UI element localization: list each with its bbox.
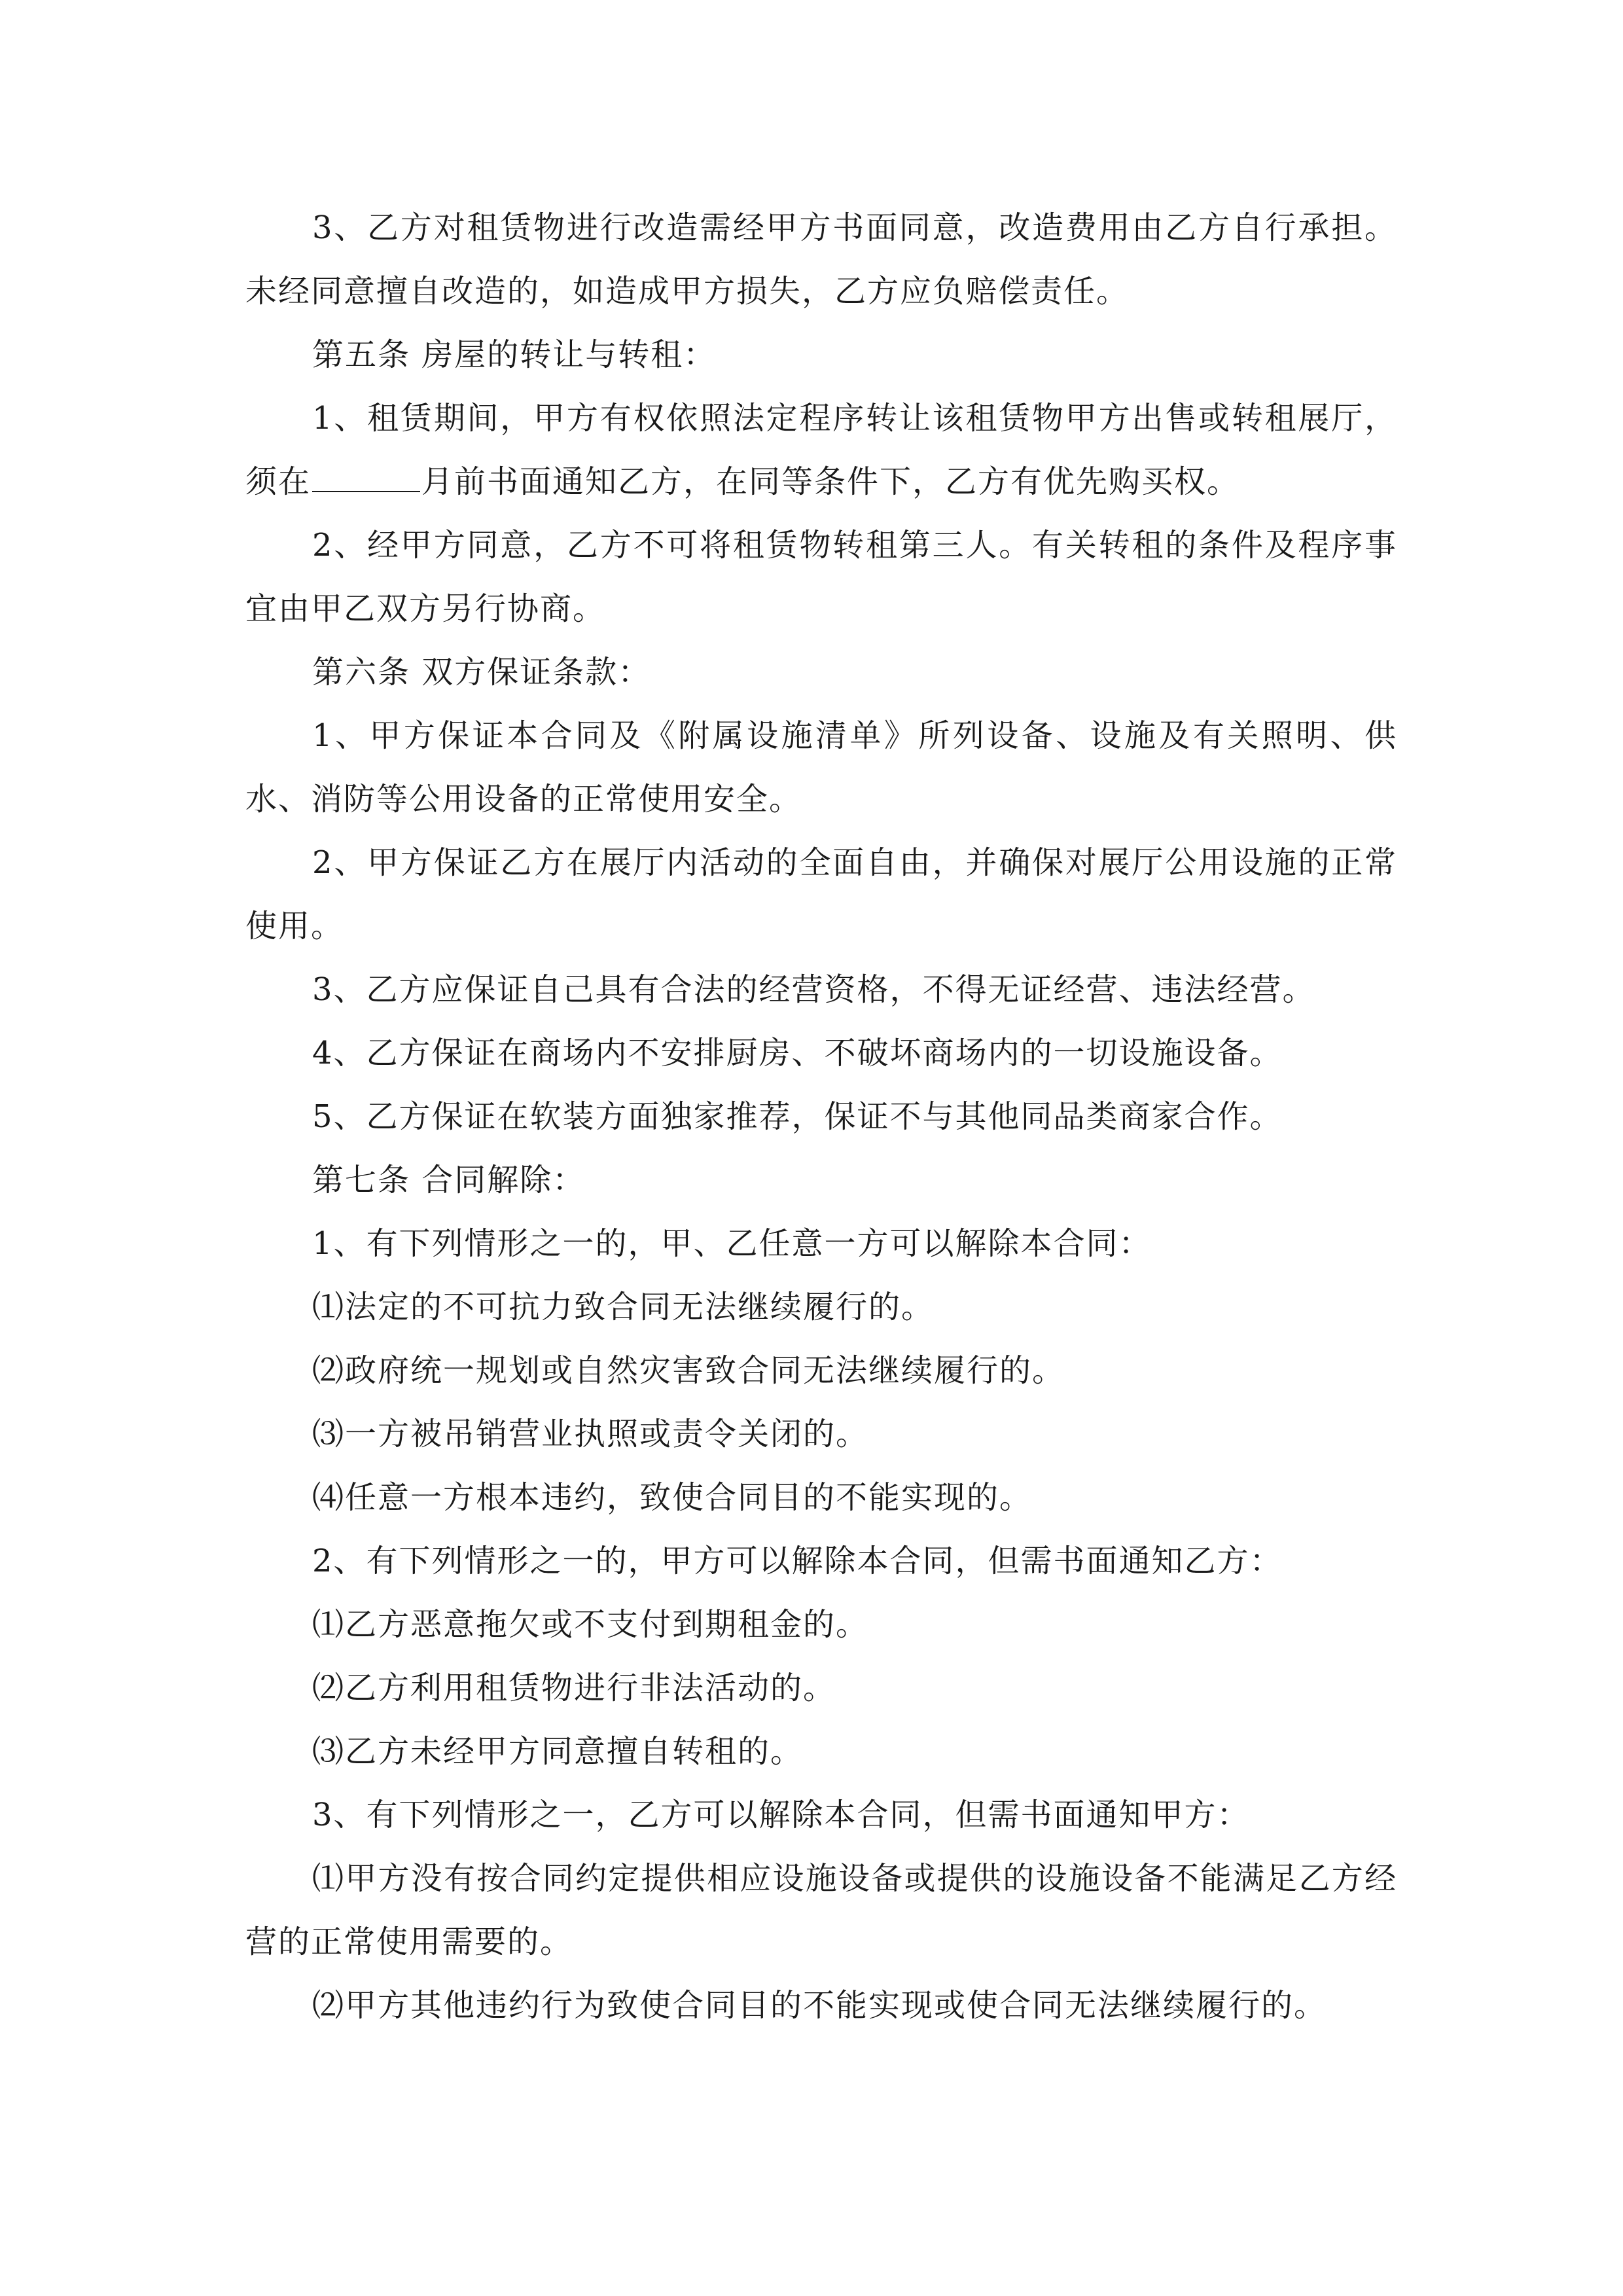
- fill-in-blank: [312, 457, 420, 492]
- contract-page: [245, 196, 1397, 2037]
- clause-paragraph: 3、乙方对租赁物进行改造需经甲方书面同意，改造费用由乙方自行承担。未经同意擅自改造的，如造成甲方损失，乙方应负赔偿责任。: [245, 209, 1397, 310]
- sub-clause-item: ⑵甲方其他违约行为致使合同目的不能实现或使合同无法继续履行的。: [312, 1987, 1327, 2024]
- clause-paragraph: 2、有下列情形之一的，甲方可以解除本合同，但需书面通知乙方：: [312, 1543, 1283, 1579]
- clause-paragraph: 1、甲方保证本合同及《附属设施清单》所列设备、设施及有关照明、供水、消防等公用设备的正常使用安全。: [245, 717, 1397, 817]
- clause-paragraph: 3、有下列情形之一，乙方可以解除本合同，但需书面通知甲方：: [312, 1797, 1250, 1833]
- article-heading: 第七条 合同解除：: [312, 1162, 586, 1198]
- article-heading: 第六条 双方保证条款：: [312, 654, 651, 691]
- sub-clause-item: ⑵乙方利用租赁物进行非法活动的。: [312, 1670, 836, 1706]
- sub-clause-item: ⑴甲方没有按合同约定提供相应设施设备或提供的设施设备不能满足乙方经营的正常使用需要的。: [245, 1860, 1397, 1960]
- clause-text-before-blank: 1、租赁期间，甲方有权依照法定程序转让该租赁物甲方出售或转租展厅，须在: [245, 400, 1397, 500]
- clause-paragraph: 5、乙方保证在软装方面独家推荐，保证不与其他同品类商家合作。: [312, 1098, 1283, 1135]
- clause-paragraph: 4、乙方保证在商场内不安排厨房、不破坏商场内的一切设施设备。: [312, 1035, 1283, 1071]
- sub-clause-item: ⑴法定的不可抗力致合同无法继续履行的。: [312, 1289, 935, 1325]
- sub-clause-item: ⑷任意一方根本违约，致使合同目的不能实现的。: [312, 1479, 1033, 1516]
- clause-paragraph: 2、经甲方同意，乙方不可将租赁物转租第三人。有关转租的条件及程序事宜由甲乙双方另行协商。: [245, 527, 1397, 627]
- sub-clause-item: ⑴乙方恶意拖欠或不支付到期租金的。: [312, 1606, 869, 1643]
- article-heading: 第五条 房屋的转让与转租：: [312, 336, 717, 373]
- clause-paragraph: 1、有下列情形之一的，甲、乙任意一方可以解除本合同：: [312, 1225, 1152, 1262]
- sub-clause-item: ⑶一方被吊销营业执照或责令关闭的。: [312, 1416, 869, 1452]
- sub-clause-item: ⑶乙方未经甲方同意擅自转租的。: [312, 1733, 804, 1770]
- clause-text-after-blank: 月前书面通知乙方，在同等条件下，乙方有优先购买权。: [421, 463, 1240, 500]
- sub-clause-item: ⑵政府统一规划或自然灾害致合同无法继续履行的。: [312, 1352, 1065, 1389]
- clause-paragraph: 3、乙方应保证自己具有合法的经营资格，不得无证经营、违法经营。: [312, 971, 1315, 1008]
- clause-paragraph: [245, 387, 1397, 514]
- clause-paragraph: 2、甲方保证乙方在展厅内活动的全面自由，并确保对展厅公用设施的正常使用。: [245, 844, 1397, 944]
